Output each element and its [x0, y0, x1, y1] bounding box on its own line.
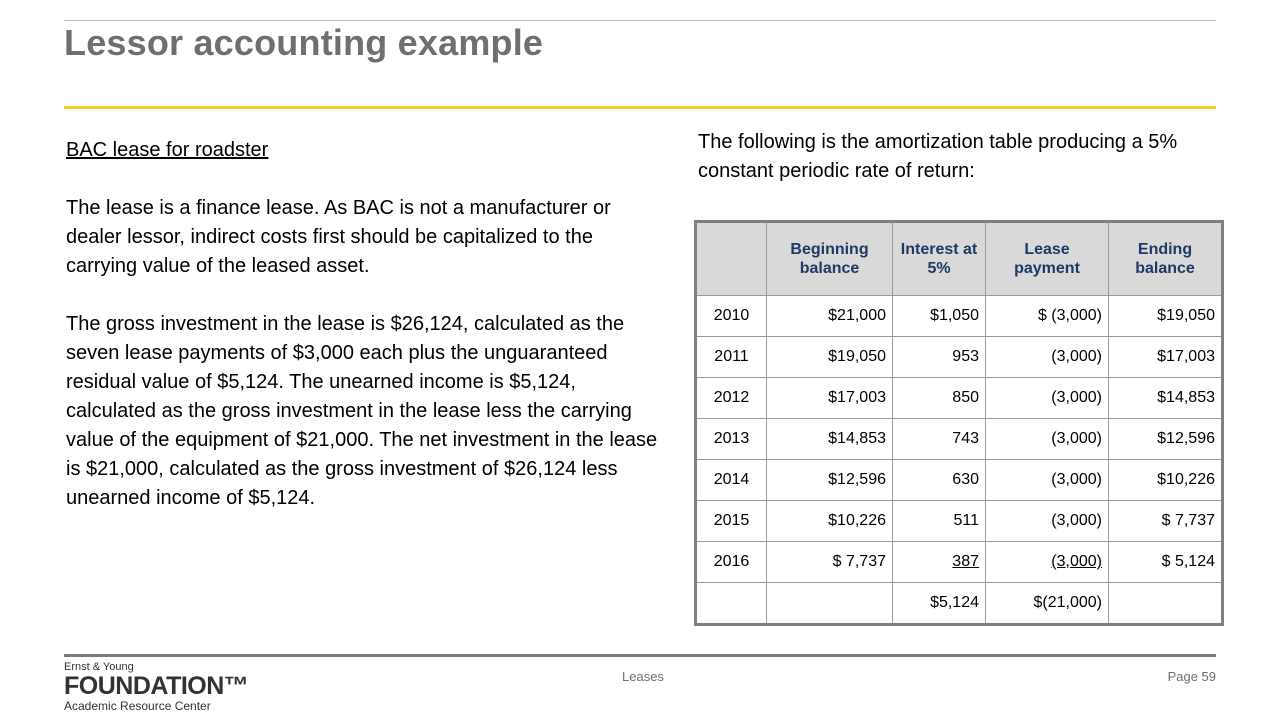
cell-lease-payment: (3,000) [986, 542, 1109, 583]
page-number: Page 59 [1167, 669, 1216, 684]
table-row [697, 378, 1222, 419]
footer-divider [64, 654, 1216, 657]
cell-interest: 743 [893, 419, 986, 460]
cell-ending-balance: $19,050 [1109, 296, 1222, 337]
logo-subtitle: Academic Resource Center [64, 699, 211, 713]
cell-ending-balance: $10,226 [1109, 460, 1222, 501]
table-row [697, 460, 1222, 501]
header-interest: Interest at 5% [893, 223, 986, 296]
cell-beginning-balance: $14,853 [767, 419, 893, 460]
cell-interest: 630 [893, 460, 986, 501]
table-row [697, 337, 1222, 378]
cell-ending-balance: $14,853 [1109, 378, 1222, 419]
gross-investment-paragraph: The gross investment in the lease is $26,124, calculated as the seven lease payments of $3,000 each plus the unguaranteed residual value of $5,124. The unearned income is $5,124, calculated as the gross investment in the lease less the carrying value of the equipment of $21,000. The net investment in the lease is $21,000, calculated as the gross investment of $26,124 less unearned income of $5,124. [66, 313, 658, 509]
table-row [697, 296, 1222, 337]
cell-interest: 387 [893, 542, 986, 583]
lease-subheading: BAC lease for roadster [66, 139, 269, 161]
cell-total-lease-payment: $(21,000) [986, 583, 1109, 624]
footer-section-label: Leases [622, 669, 664, 684]
cell-lease-payment: (3,000) [986, 337, 1109, 378]
cell-lease-payment: (3,000) [986, 419, 1109, 460]
cell-interest: 850 [893, 378, 986, 419]
table-row [697, 501, 1222, 542]
header-year [697, 223, 767, 296]
cell-lease-payment: (3,000) [986, 460, 1109, 501]
cell-year: 2013 [697, 419, 767, 460]
cell-ending-balance: $ 5,124 [1109, 542, 1222, 583]
foundation-logo [64, 661, 249, 716]
cell-beginning-balance: $10,226 [767, 501, 893, 542]
cell-lease-payment: $ (3,000) [986, 296, 1109, 337]
amortization-intro: The following is the amortization table producing a 5% constant periodic rate of return: [698, 131, 1178, 182]
page-title: Lessor accounting example [64, 22, 544, 63]
left-column [66, 136, 666, 513]
cell-year: 2012 [697, 378, 767, 419]
header-beginning-balance: Beginning balance [767, 223, 893, 296]
amortization-table [696, 222, 1222, 624]
cell-year: 2010 [697, 296, 767, 337]
cell-total-ending [1109, 583, 1222, 624]
table-row [697, 542, 1222, 583]
cell-beginning-balance: $12,596 [767, 460, 893, 501]
cell-beginning-balance: $21,000 [767, 296, 893, 337]
cell-beginning-balance: $19,050 [767, 337, 893, 378]
top-divider [64, 20, 1216, 21]
cell-total-beginning [767, 583, 893, 624]
totals-row [697, 583, 1222, 624]
cell-ending-balance: $ 7,737 [1109, 501, 1222, 542]
table-header-row [697, 223, 1222, 296]
cell-ending-balance: $12,596 [1109, 419, 1222, 460]
table-row [697, 419, 1222, 460]
header-ending-balance: Ending balance [1109, 223, 1222, 296]
cell-year: 2015 [697, 501, 767, 542]
title-underline [64, 106, 1216, 109]
cell-year: 2014 [697, 460, 767, 501]
cell-total-interest: $5,124 [893, 583, 986, 624]
cell-year: 2011 [697, 337, 767, 378]
header-lease-payment: Lease payment [986, 223, 1109, 296]
cell-total-year [697, 583, 767, 624]
cell-lease-payment: (3,000) [986, 378, 1109, 419]
cell-beginning-balance: $ 7,737 [767, 542, 893, 583]
cell-ending-balance: $17,003 [1109, 337, 1222, 378]
cell-interest: $1,050 [893, 296, 986, 337]
logo-company: Ernst & Young [64, 661, 134, 673]
cell-beginning-balance: $17,003 [767, 378, 893, 419]
cell-interest: 953 [893, 337, 986, 378]
logo-wordmark: FOUNDATION™ [64, 672, 249, 700]
cell-lease-payment: (3,000) [986, 501, 1109, 542]
finance-lease-paragraph: The lease is a finance lease. As BAC is not a manufacturer or dealer lessor, indirect costs first should be capitalized to the carrying value of the leased asset. [66, 197, 611, 277]
cell-year: 2016 [697, 542, 767, 583]
cell-interest: 511 [893, 501, 986, 542]
